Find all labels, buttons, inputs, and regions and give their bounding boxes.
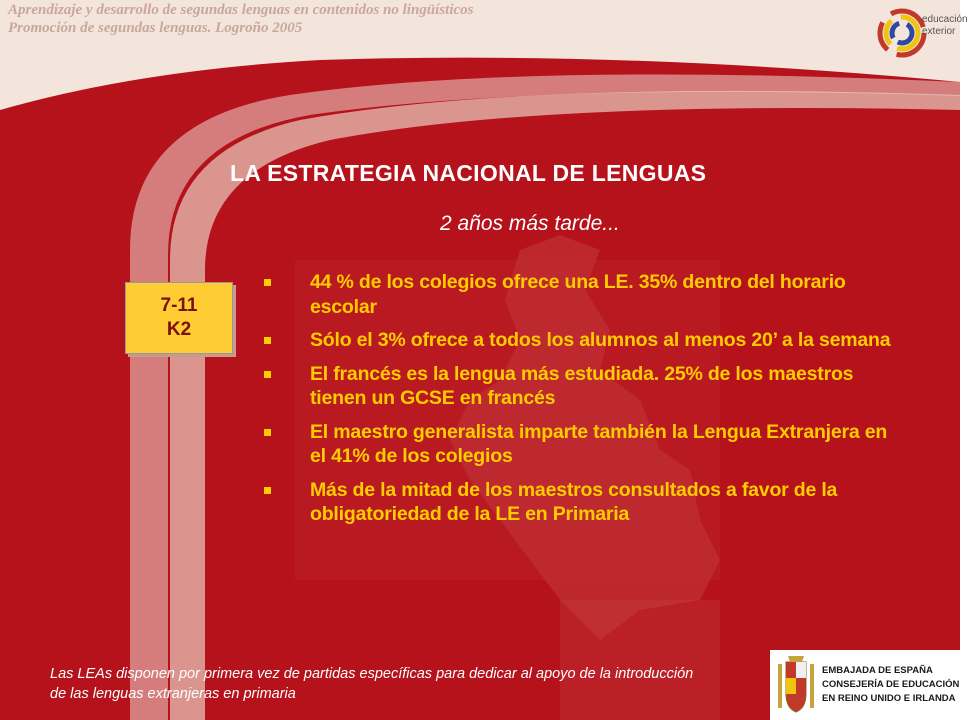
bullet-text: El francés es la lengua más estudiada. 25% de los maestros tienen un GCSE en francés [310, 362, 854, 409]
age-range-badge [125, 282, 233, 354]
bullet-text: Sólo el 3% ofrece a todos los alumnos al menos 20’ a la semana [310, 329, 891, 351]
embassy-line-2: CONSEJERÍA DE EDUCACIÓN [822, 679, 960, 690]
slide-subtitle: 2 años más tarde... [440, 212, 620, 235]
square-bullet-icon [264, 279, 271, 286]
bullet-item [262, 362, 902, 411]
bullet-item [262, 478, 902, 527]
spain-coat-of-arms-icon [774, 654, 818, 716]
embassy-logo [770, 650, 960, 720]
badge-age-range: 7-11 [160, 295, 198, 316]
square-bullet-icon [264, 429, 271, 436]
bullet-item [262, 270, 902, 319]
square-bullet-icon [264, 371, 271, 378]
bullet-text: El maestro generalista imparte también la Lengua Extranjera en el 41% de los colegios [310, 420, 888, 467]
embassy-line-3: EN REINO UNIDO E IRLANDA [822, 693, 956, 704]
embassy-text [822, 664, 959, 706]
bullet-text: 44 % de los colegios ofrece una LE. 35% dentro del horario escolar [310, 271, 846, 318]
bullet-item [262, 420, 902, 469]
slide-title: LA ESTRATEGIA NACIONAL DE LENGUAS [230, 160, 707, 186]
square-bullet-icon [264, 337, 271, 344]
header-subtitle-line-2: Promoción de segundas lenguas. Logroño 2005 [8, 20, 303, 36]
bullet-item [262, 328, 902, 353]
embassy-line-1: EMBAJADA DE ESPAÑA [822, 665, 933, 676]
logo-text-line-1: educación [922, 14, 968, 25]
logo-text [922, 14, 968, 38]
bullet-text: Más de la mitad de los maestros consultados a favor de la obligatoriedad de la LE en Primaria [310, 478, 838, 525]
square-bullet-icon [264, 487, 271, 494]
badge-key-stage: K2 [166, 319, 192, 340]
logo-text-line-2: exterior [922, 26, 956, 37]
footer-note: Las LEAs disponen por primera vez de partidas específicas para dedicar al apoyo de la introducción de las lenguas extranjeras en primaria [50, 666, 694, 702]
bullet-list [262, 270, 902, 536]
header-subtitle-line-1: Aprendizaje y desarrollo de segundas lenguas en contenidos no lingüísticos [8, 2, 474, 18]
